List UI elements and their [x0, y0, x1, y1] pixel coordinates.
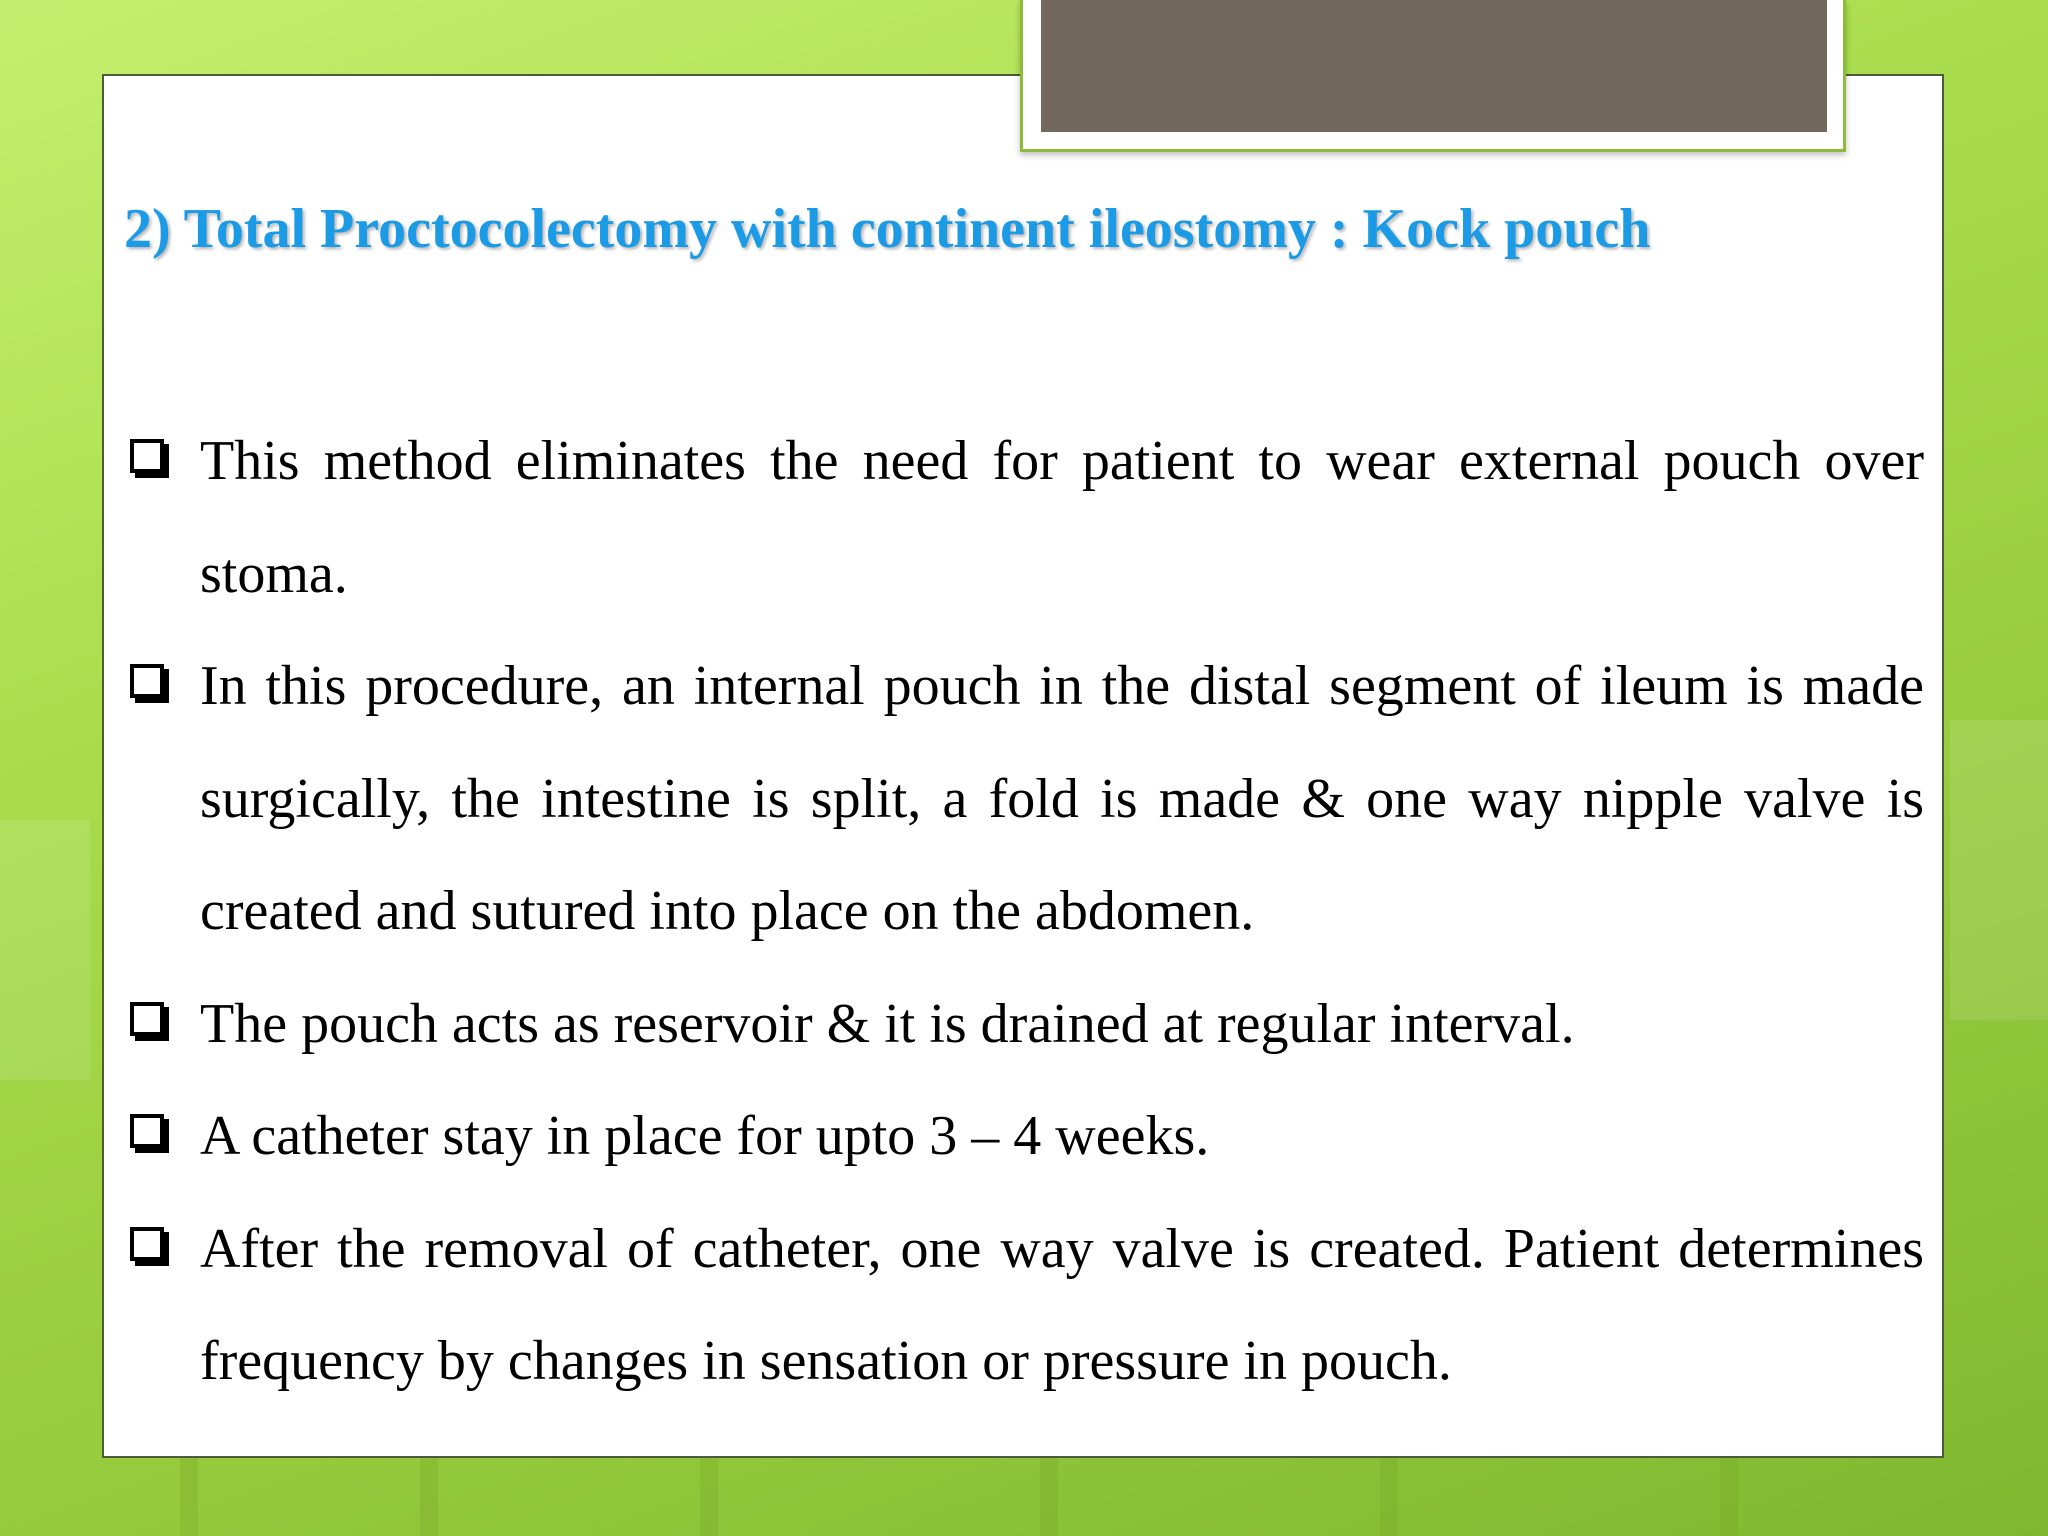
bullet-list [124, 405, 1924, 1418]
bullet-item [124, 1193, 1924, 1418]
bullet-text: This method eliminates the need for patient to wear external pouch over stoma. [200, 430, 1924, 605]
bullet-item [124, 968, 1924, 1081]
bullet-item [124, 1080, 1924, 1193]
bullet-item [124, 630, 1924, 968]
bullet-text: The pouch acts as reservoir & it is drained at regular interval. [200, 992, 1575, 1055]
checkbox-icon [130, 1227, 164, 1261]
checkbox-icon [130, 1002, 164, 1036]
bullet-text: After the removal of catheter, one way valve is created. Patient determines frequency by changes in sensation or pressure in pouch. [200, 1217, 1924, 1392]
background-shape [1950, 720, 2048, 1020]
title-placeholder-fill [1041, 0, 1827, 132]
checkbox-icon [130, 1114, 164, 1148]
checkbox-icon [130, 664, 164, 698]
checkbox-icon [130, 439, 164, 473]
background-shape [0, 820, 90, 1080]
title-placeholder-tab [1020, 0, 1846, 152]
slide-heading: 2) Total Proctocolectomy with continent ileostomy : Kock pouch [124, 198, 1651, 260]
bullet-item [124, 405, 1924, 630]
bullet-text: A catheter stay in place for upto 3 – 4 weeks. [200, 1105, 1210, 1167]
bullet-text: In this procedure, an internal pouch in the distal segment of ileum is made surgically, the intestine is split, a fold is made & one way nipple valve is created and sutured into place on the abdomen. [200, 655, 1924, 942]
